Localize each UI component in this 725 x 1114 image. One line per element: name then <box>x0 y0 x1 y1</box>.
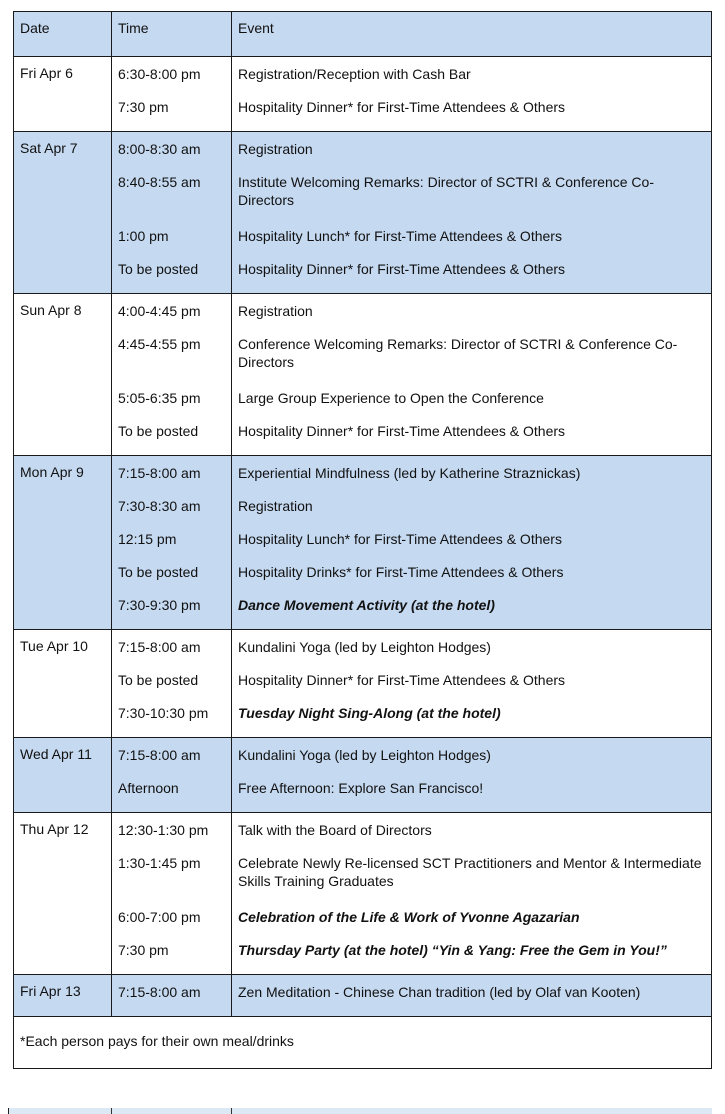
event-title: Free Afternoon: Explore San Francisco! <box>238 780 484 796</box>
column-divider <box>111 1108 112 1114</box>
header-row <box>14 12 712 57</box>
header-time-cell <box>112 12 232 57</box>
day-date: Mon Apr 9 <box>20 464 84 480</box>
event-time: To be posted <box>118 261 199 277</box>
date-cell <box>14 456 112 630</box>
event-title: Registration <box>238 498 313 514</box>
event-cell <box>232 456 712 630</box>
event-title: Registration <box>238 141 313 157</box>
header-date: Date <box>20 20 50 36</box>
time-cell <box>112 975 232 1017</box>
day-row <box>14 813 712 975</box>
event-time: 6:30-8:00 pm <box>118 66 201 82</box>
event-time: To be posted <box>118 423 199 439</box>
day-row <box>14 630 712 738</box>
event-time: 4:45-4:55 pm <box>118 336 201 352</box>
event-time: 6:00-7:00 pm <box>118 909 201 925</box>
date-cell <box>14 738 112 813</box>
event-cell <box>232 630 712 738</box>
event-title: Hospitality Dinner* for First-Time Attendees & Others <box>238 423 566 439</box>
time-cell <box>112 456 232 630</box>
event-time: 7:30-9:30 pm <box>118 597 201 613</box>
event-cell <box>232 975 712 1017</box>
event-title: Celebration of the Life & Work of Yvonne Agazarian <box>238 909 580 925</box>
day-row <box>14 294 712 456</box>
time-cell <box>112 294 232 456</box>
header-event: Event <box>238 20 274 36</box>
event-time: 4:00-4:45 pm <box>118 303 201 319</box>
event-cell <box>232 738 712 813</box>
footnote-row <box>14 1017 712 1069</box>
event-time: 12:15 pm <box>118 531 177 547</box>
event-time: To be posted <box>118 672 199 688</box>
event-title: Conference Welcoming Remarks: Director of SCTRI & Conference Co-Directors <box>238 336 678 370</box>
event-time: 1:30-1:45 pm <box>118 855 201 871</box>
event-time: 5:05-6:35 pm <box>118 390 201 406</box>
event-title: Hospitality Lunch* for First-Time Attendees & Others <box>238 531 562 547</box>
time-cell <box>112 630 232 738</box>
event-title: Hospitality Dinner* for First-Time Attendees & Others <box>238 672 566 688</box>
event-time: 7:30-10:30 pm <box>118 705 209 721</box>
header-event-cell <box>232 12 712 57</box>
date-cell <box>14 630 112 738</box>
event-title: Hospitality Drinks* for First-Time Attendees & Others <box>238 564 564 580</box>
event-title: Large Group Experience to Open the Conference <box>238 390 544 406</box>
event-title: Tuesday Night Sing-Along (at the hotel) <box>238 705 501 721</box>
event-title: Hospitality Dinner* for First-Time Attendees & Others <box>238 99 566 115</box>
time-cell <box>112 813 232 975</box>
event-title: Kundalini Yoga (led by Leighton Hodges) <box>238 639 491 655</box>
event-time: 7:15-8:00 am <box>118 747 201 763</box>
date-cell <box>14 975 112 1017</box>
event-title: Celebrate Newly Re-licensed SCT Practitioners and Mentor & Intermediate Skills Training Graduates <box>238 855 702 889</box>
event-cell <box>232 813 712 975</box>
footnote-cell <box>14 1017 712 1069</box>
day-row <box>14 975 712 1017</box>
next-page-table-edge <box>8 1108 712 1114</box>
day-date: Tue Apr 10 <box>20 638 88 654</box>
event-time: 7:30 pm <box>118 942 169 958</box>
date-cell <box>14 57 112 132</box>
day-date: Sat Apr 7 <box>20 140 78 156</box>
day-row <box>14 456 712 630</box>
event-time: 8:00-8:30 am <box>118 141 201 157</box>
date-cell <box>14 294 112 456</box>
header-date-cell <box>14 12 112 57</box>
event-time: 7:30 pm <box>118 99 169 115</box>
event-time: To be posted <box>118 564 199 580</box>
day-date: Sun Apr 8 <box>20 302 82 318</box>
day-row <box>14 132 712 294</box>
event-title: Registration/Reception with Cash Bar <box>238 66 471 82</box>
event-cell <box>232 57 712 132</box>
event-time: 7:15-8:00 am <box>118 639 201 655</box>
event-time: 7:15-8:00 am <box>118 465 201 481</box>
event-title: Zen Meditation - Chinese Chan tradition (led by Olaf van Kooten) <box>238 984 641 1000</box>
event-cell <box>232 294 712 456</box>
day-date: Thu Apr 12 <box>20 821 89 837</box>
event-title: Registration <box>238 303 313 319</box>
column-divider <box>231 1108 232 1114</box>
day-row <box>14 57 712 132</box>
date-cell <box>14 813 112 975</box>
header-time: Time <box>118 20 149 36</box>
event-title: Talk with the Board of Directors <box>238 822 432 838</box>
event-title: Thursday Party (at the hotel) “Yin & Yang: Free the Gem in You!” <box>238 942 667 958</box>
event-time: 7:30-8:30 am <box>118 498 201 514</box>
schedule-table <box>13 11 712 1069</box>
event-title: Dance Movement Activity (at the hotel) <box>238 597 495 613</box>
footnote: *Each person pays for their own meal/drinks <box>20 1033 294 1049</box>
event-title: Hospitality Lunch* for First-Time Attendees & Others <box>238 228 562 244</box>
date-cell <box>14 132 112 294</box>
day-row <box>14 738 712 813</box>
event-time: 12:30-1:30 pm <box>118 822 209 838</box>
event-title: Experiential Mindfulness (led by Katherine Straznickas) <box>238 465 581 481</box>
event-time: 8:40-8:55 am <box>118 174 201 190</box>
event-title: Kundalini Yoga (led by Leighton Hodges) <box>238 747 491 763</box>
event-title: Hospitality Dinner* for First-Time Attendees & Others <box>238 261 566 277</box>
day-date: Fri Apr 6 <box>20 65 73 81</box>
event-time: Afternoon <box>118 780 179 796</box>
day-date: Fri Apr 13 <box>20 983 81 999</box>
time-cell <box>112 132 232 294</box>
event-time: 7:15-8:00 am <box>118 984 201 1000</box>
time-cell <box>112 57 232 132</box>
time-cell <box>112 738 232 813</box>
event-cell <box>232 132 712 294</box>
event-time: 1:00 pm <box>118 228 169 244</box>
day-date: Wed Apr 11 <box>20 746 92 762</box>
event-title: Institute Welcoming Remarks: Director of SCTRI & Conference Co-Directors <box>238 174 654 208</box>
